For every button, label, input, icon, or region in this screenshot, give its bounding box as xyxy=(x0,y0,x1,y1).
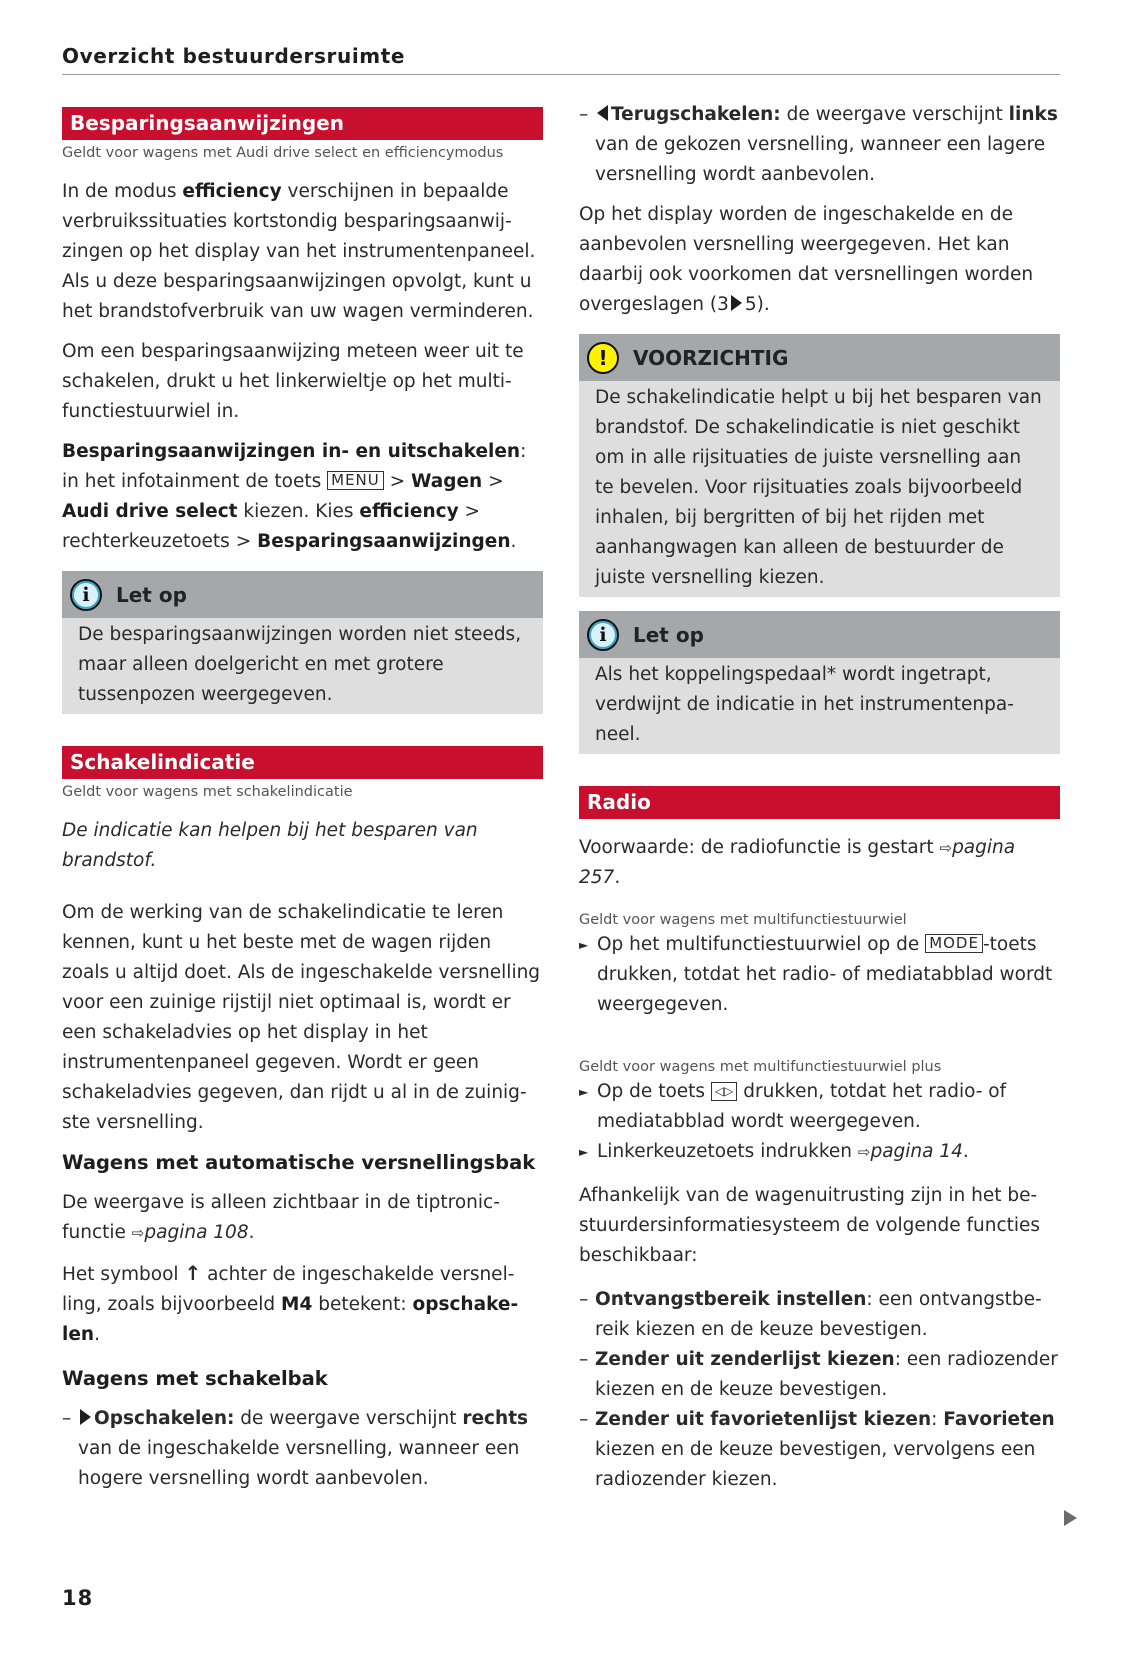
paragraph-voorwaarde: Voorwaarde: de radiofunctie is gestart ⇨pagina 257. xyxy=(579,837,1016,888)
paragraph-tiptronic: De weergave is alleen zichtbaar in de tiptronicfunctie ⇨pagina 108. xyxy=(62,1192,500,1243)
section-title-radio: Radio xyxy=(579,786,1060,819)
page-title: Overzicht bestuurdersruimte xyxy=(62,44,406,68)
section-title-besparingsaanwijzingen: Besparingsaanwijzingen xyxy=(62,107,543,140)
warning-box xyxy=(579,334,1060,597)
paragraph-in-uitschakelen: Besparingsaanwijzingen in- en uitschakelen: in het infotainment de toets MENU > Wagen > Audi drive select kiezen. Kies efficiency > rechterkeuzetoets > Besparingsaanwijzingen. xyxy=(62,441,527,552)
triangle-right-icon xyxy=(731,295,742,311)
applies-note: Geldt voor wagens met multifunctiestuurwiel plus xyxy=(579,1059,942,1075)
warning-icon: ! xyxy=(587,342,619,374)
paragraph-functies: Afhankelijk van de wagenuitrusting zijn in het bestuurdersinformatiesysteem de volgende functies beschikbaar: xyxy=(579,1185,1041,1266)
page-ref-arrow-icon: ⇨ xyxy=(939,839,953,857)
list-item-ontvangstbereik: – Ontvangstbereik instellen: een ontvangstbereik kiezen en de keuze bevestigen. xyxy=(579,1289,1042,1340)
paragraph-symbol: Het symbool ↑ achter de ingeschakelde versnelling, zoals bijvoorbeeld M4 betekent: opschakelen. xyxy=(62,1261,519,1345)
left-right-key-icon: ◁▷ xyxy=(711,1082,737,1101)
subheading-automatic: Wagens met automatische versnellingsbak xyxy=(62,1151,536,1174)
note-box-koppeling xyxy=(579,611,1060,754)
page-ref-arrow-icon: ⇨ xyxy=(857,1143,871,1161)
triangle-left-icon xyxy=(597,105,608,121)
applies-note: Geldt voor wagens met Audi drive select en efficiencymodus xyxy=(62,145,504,161)
list-item-zenderlijst: – Zender uit zenderlijst kiezen: een radiozender kiezen en de keuze bevestigen. xyxy=(579,1349,1058,1400)
page-ref-link[interactable]: pagina 14 xyxy=(870,1141,963,1162)
triangle-right-icon xyxy=(80,1409,91,1425)
intro-italic: De indicatie kan helpen bij het besparen van brandstof. xyxy=(62,820,478,871)
paragraph-werking: Om de werking van de schakelindicatie te leren kennen, kunt u het beste met de wagen rijden zoals u altijd doet. Als de ingeschakelde versnelling voor een zuinige rijstijl niet optimaal is, wordt er een schakeladvies op het display in het instrumentenpaneel gegeven. Wordt er geen schakeladvies gegeven, dan rijdt u al in de zuinigste versnelling. xyxy=(62,902,541,1133)
header-divider xyxy=(62,74,1060,75)
note-body: De besparingsaanwijzingen worden niet steeds, maar alleen doelgericht en met grotere tussenpozen weergegeven. xyxy=(78,624,522,705)
paragraph-efficiency: In de modus efficiency verschijnen in bepaalde verbruikssituaties kortstondig besparingsaanwijzingen op het display van het instrumentenpaneel. Als u deze besparingsaanwijzingen opvolgt, kunt u het brandstofverbruik van uw wagen verminderen. xyxy=(62,181,536,322)
note-body: Als het koppelingspedaal* wordt ingetrapt, verdwijnt de indicatie in het instrumentenpaneel. xyxy=(595,664,1014,745)
page-ref-link[interactable]: pagina 108 xyxy=(144,1222,249,1243)
subheading-manual: Wagens met schakelbak xyxy=(62,1367,328,1390)
list-item-terugschakelen: – Terugschakelen: de weergave verschijnt links van de gekozen versnelling, wanneer een lagere versnelling wordt aanbevolen. xyxy=(579,104,1058,185)
step-arrow-key: ► Op de toets ◁▷ drukken, totdat het radio- of mediatabblad wordt weergegeven. xyxy=(579,1081,1007,1132)
paragraph-display: Op het display worden de ingeschakelde en de aanbevolen versnelling weergegeven. Het kan daarbij ook voorkomen dat versnellingen worden overgeslagen (3 5). xyxy=(579,204,1034,315)
paragraph-uitschakelen: Om een besparingsaanwijzing meteen weer uit te schakelen, drukt u het linkerwieltje op het multifunctiestuurwiel in. xyxy=(62,341,524,422)
info-icon: i xyxy=(70,579,102,611)
page-header xyxy=(62,44,1060,75)
left-column xyxy=(62,107,543,1494)
mode-key: MODE xyxy=(925,934,983,953)
page-ref-arrow-icon: ⇨ xyxy=(131,1224,145,1242)
step-mode-key: ► Op het multifunctiestuurwiel op de MODE -toets drukken, totdat het radio- of mediatabblad wordt weergegeven. xyxy=(579,934,1053,1015)
section-title-schakelindicatie: Schakelindicatie xyxy=(62,746,543,779)
list-item-favorietenlijst: – Zender uit favorietenlijst kiezen: Favorieten kiezen en de keuze bevestigen, vervolgens een radiozender kiezen. xyxy=(579,1409,1055,1490)
page-number: 18 xyxy=(62,1586,94,1610)
applies-note: Geldt voor wagens met schakelindicatie xyxy=(62,784,353,800)
note-label: Let op xyxy=(116,582,187,607)
warning-body: De schakelindicatie helpt u bij het besparen van brandstof. De schakelindicatie is niet geschikt om in alle rijsituaties de juiste versnelling aan te bevelen. Voor rijsituaties zoals bijvoorbeeld inhalen, bij bergritten of bij het rijden met aanhangwagen kan alleen de bestuurder de juiste versnelling kiezen. xyxy=(595,387,1042,588)
note-label: Let op xyxy=(633,622,704,647)
menu-key: MENU xyxy=(327,471,384,490)
info-icon: i xyxy=(587,619,619,651)
right-column xyxy=(579,100,1060,1495)
warning-label: VOORZICHTIG xyxy=(633,345,789,370)
upshift-arrow-icon: ↑ xyxy=(184,1261,202,1285)
list-item-opschakelen: – Opschakelen: de weergave verschijnt rechts van de ingeschakelde versnelling, wanneer een hogere versnelling wordt aanbevolen. xyxy=(62,1408,529,1489)
note-box-besparing xyxy=(62,571,543,714)
applies-note: Geldt voor wagens met multifunctiestuurwiel xyxy=(579,912,907,928)
page-ref-link[interactable]: pagina 257 xyxy=(579,837,1016,888)
step-linkerkeuzetoets: ► Linkerkeuzetoets indrukken ⇨pagina 14. xyxy=(579,1141,969,1162)
continue-arrow-icon xyxy=(1064,1510,1077,1526)
